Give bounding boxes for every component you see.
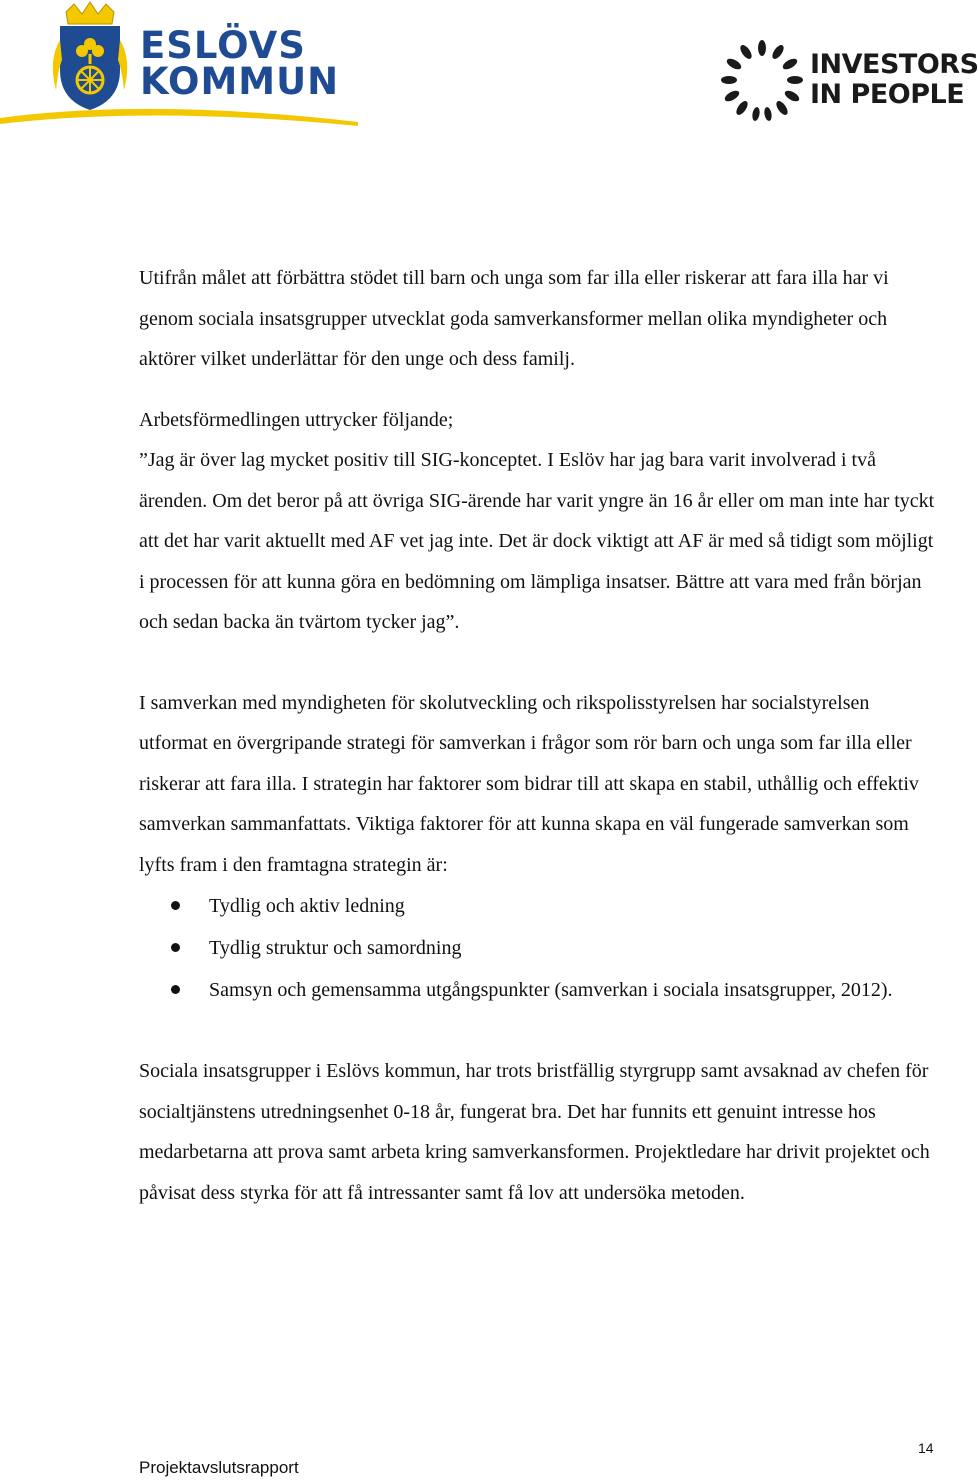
investors-in-people-logo	[722, 42, 979, 122]
municipality-name-line2: KOMMUN	[140, 60, 340, 103]
list-item-text: Samsyn och gemensamma utgångspunkter (samverkan i sociala insatsgrupper, 2012).	[209, 979, 893, 1001]
partner-name-line1: INVESTORS	[810, 49, 979, 80]
paragraph-strategy: I samverkan med myndigheten för skolutveckling och rikspolisstyrelsen har socialstyrelsen utformat en övergripande strategi för samverkan i frågor som rör barn och unga som far illa eller riskerar att fara illa. I strategin har faktorer som bidrar till att skapa en stabil, uthållig och effektiv samverkan sammanfattats. Viktiga faktorer för att kunna skapa en väl fungerade samverkan som lyfts fram i den framtagna strategin är:	[139, 691, 919, 876]
list-item-text: Tydlig struktur och samordning	[209, 937, 462, 959]
list-item-text: Tydlig och aktiv ledning	[209, 895, 405, 917]
footer-title: Projektavslutsrapport	[139, 1458, 299, 1477]
list-item	[139, 969, 939, 1011]
laurel-wreath-icon	[722, 42, 802, 122]
eslovs-kommun-logo	[0, 0, 360, 130]
partner-name	[810, 50, 979, 110]
paragraph-conclusion: Sociala insatsgrupper i Eslövs kommun, har trots bristfällig styrgrupp samt avsaknad av chefen för socialtjänstens utredningsenhet 0-18 år, fungerat bra. Det har funnits ett genuint intresse hos medarbetarna att prova samt arbeta kring samverkansformen. Projektledare har drivit projektet och påvisat dess styrka för att få intressanter samt få lov att undersöka metoden.	[139, 1060, 930, 1204]
document-body	[139, 258, 939, 1213]
paragraph-af-intro: Arbetsförmedlingen uttrycker följande;	[139, 408, 454, 431]
factor-list	[139, 885, 939, 1011]
bullet-icon	[171, 943, 180, 952]
list-item	[139, 927, 939, 969]
paragraph-intro: Utifrån målet att förbättra stödet till barn och unga som far illa eller riskerar att fara illa har vi genom sociala insatsgrupper utvecklat goda samverkansformer mellan olika myndigheter och aktörer vilket underlättar för den unge och dess familj.	[139, 267, 889, 370]
municipality-name-line1: ESLÖVS	[140, 24, 306, 67]
bullet-icon	[171, 901, 180, 910]
partner-name-line2: IN PEOPLE	[810, 79, 965, 110]
municipality-name	[140, 24, 340, 103]
page-number: 14	[918, 1440, 934, 1456]
list-item	[139, 885, 939, 927]
bullet-icon	[171, 985, 180, 994]
paragraph-af-quote: ”Jag är över lag mycket positiv till SIG-konceptet. I Eslöv har jag bara varit involverad i två ärenden. Om det beror på att övriga SIG-ärende har varit yngre än 16 år eller om man inte har tyckt att det har varit aktuellt med AF vet jag inte. Det är dock viktigt att AF är med så tidigt som möjligt i processen för att kunna göra en bedömning om lämpliga insatser. Bättre att vara med från början och sedan backa än tvärtom tycker jag”.	[139, 449, 935, 633]
